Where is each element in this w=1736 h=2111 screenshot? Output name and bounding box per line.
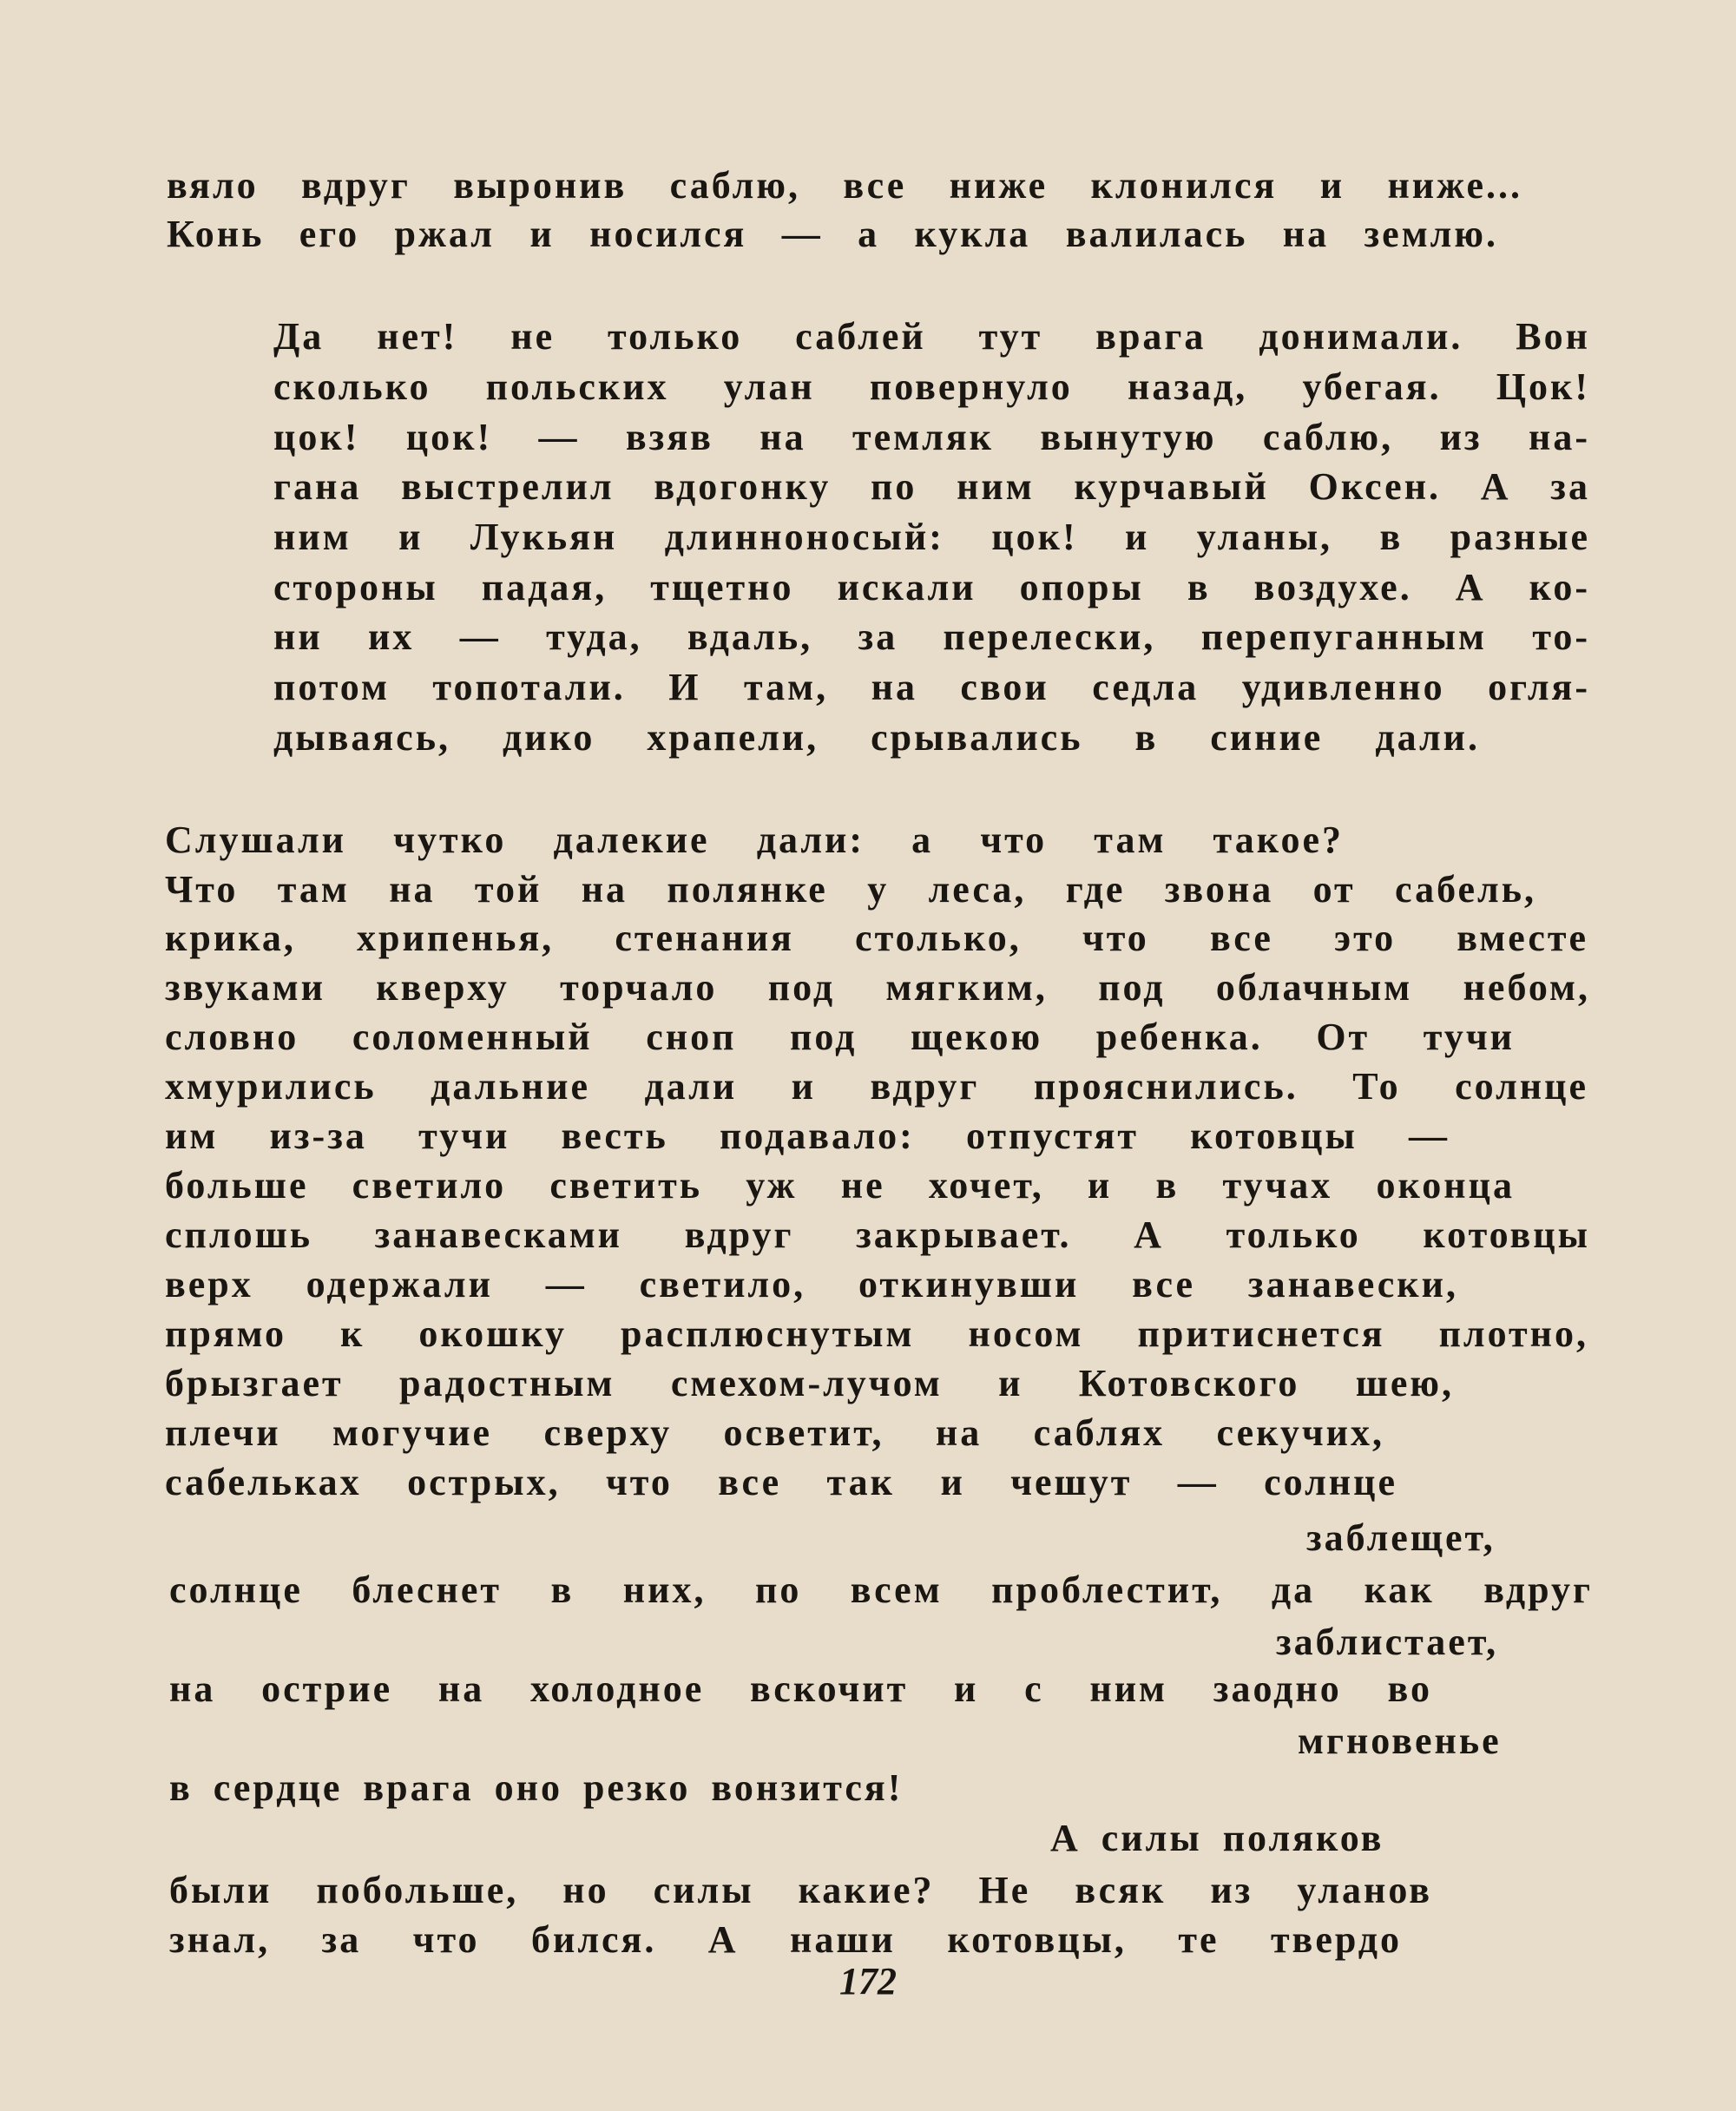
text-line: гана выстрелил вдогонку по ним курчавый Оксен. А за — [273, 465, 1590, 508]
text-line: крика, хрипенья, стенания столько, что все это вместе — [165, 917, 1588, 959]
text-line: прямо к окошку расплюснутым носом притиснется плотно, — [165, 1312, 1588, 1355]
text-line: верх одержали — светило, откинувши все занавески, — [165, 1263, 1458, 1305]
text-line: Да нет! не только саблей тут врага донимали. Вон — [273, 315, 1590, 358]
text-line: знал, за что бился. А наши котовцы, те твердо — [169, 1918, 1402, 1961]
text-line: им из-за тучи весть подавало: отпустят котовцы — — [165, 1115, 1450, 1157]
text-line: Что там на той на полянке у леса, где звона от сабель, — [165, 868, 1536, 911]
text-line: в сердце врага оно резко вонзится! — [169, 1766, 904, 1809]
page-number: 172 — [839, 1960, 897, 2002]
text-line: стороны падая, тщетно искали опоры в воздухе. А ко- — [273, 566, 1590, 608]
text-line: хмурились дальние дали и вдруг прояснились. То солнце — [165, 1065, 1588, 1108]
text-line: сколько польских улан повернуло назад, убегая. Цок! — [273, 365, 1590, 408]
text-line: А силы поляков — [1050, 1817, 1384, 1859]
text-line: больше светило светить уж не хочет, и в тучах оконца — [165, 1164, 1515, 1207]
text-line: солнце блеснет в них, по всем проблестит, да как вдруг — [169, 1568, 1593, 1611]
text-line: заблистает, — [1276, 1621, 1499, 1663]
text-line: звуками кверху торчало под мягким, под облачным небом, — [165, 966, 1590, 1009]
text-line: были побольше, но силы какие? Не всяк из уланов — [169, 1869, 1432, 1911]
text-line: мгновенье — [1298, 1720, 1502, 1762]
text-line: сплошь занавесками вдруг закрывает. А только котовцы — [165, 1213, 1590, 1256]
text-line: заблещет, — [1306, 1516, 1496, 1559]
text-line: дываясь, дико храпели, срывались в синие дали. — [273, 716, 1480, 759]
text-line: потом топотали. И там, на свои седла удивленно огля- — [273, 666, 1590, 708]
text-line: сабельках острых, что все так и чешут — солнце — [165, 1461, 1397, 1503]
text-line: ним и Лукьян длинноносый: цок! и уланы, в разные — [273, 516, 1590, 558]
text-line: плечи могучие сверху осветит, на саблях секучих, — [165, 1411, 1384, 1454]
text-line: Слушали чутко далекие дали: а что там такое? — [165, 819, 1344, 861]
text-line: словно соломенный сноп под щекою ребенка. От тучи — [165, 1016, 1515, 1058]
text-line: цок! цок! — взяв на темляк вынутую саблю, из на- — [273, 416, 1590, 458]
text-line: вяло вдруг выронив саблю, все ниже клонился и ниже... — [167, 164, 1522, 207]
text-line: на острие на холодное вскочит и с ним заодно во — [169, 1667, 1432, 1710]
text-line: Конь его ржал и носился — а кукла валилась на землю. — [167, 213, 1498, 255]
text-line: брызгает радостным смехом-лучом и Котовского шею, — [165, 1362, 1454, 1404]
text-line: ни их — туда, вдаль, за перелески, перепуганным то- — [273, 615, 1590, 658]
